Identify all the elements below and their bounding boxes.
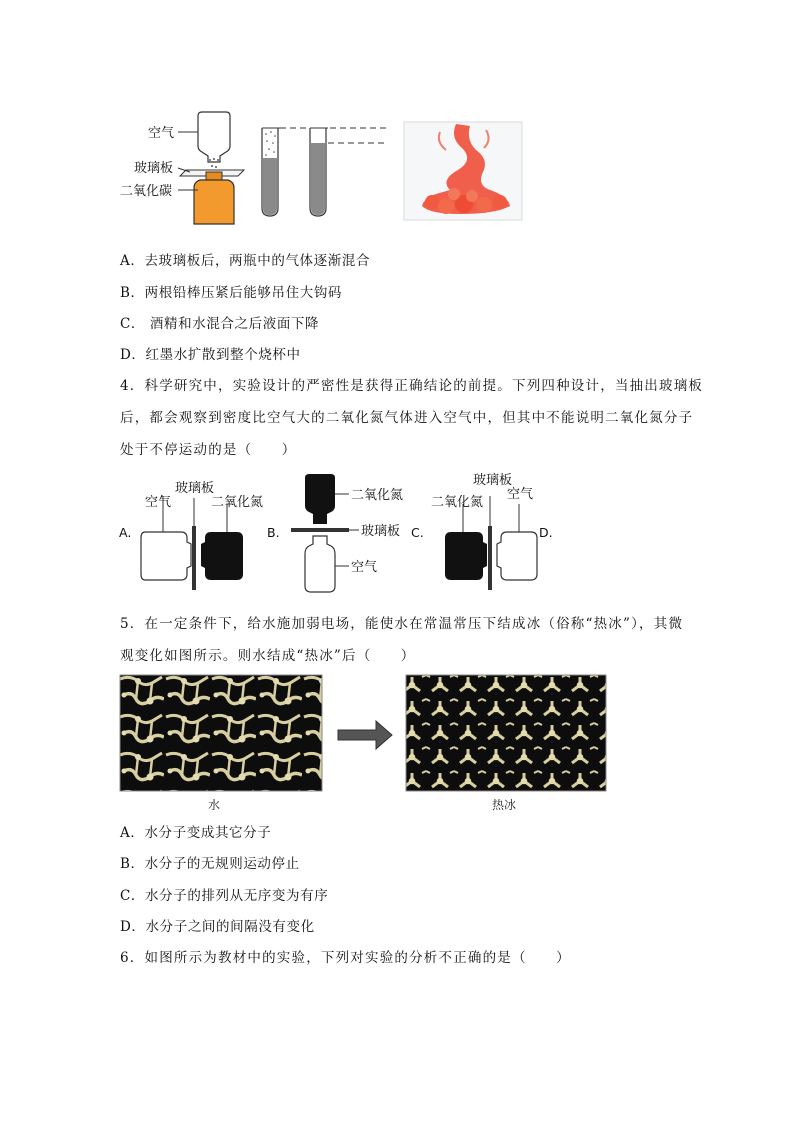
no2-diffusion-figure (115, 470, 555, 595)
label-air: 空气 (148, 126, 175, 141)
q3-option-a: A．去玻璃板后，两瓶中的气体逐渐混合 (120, 253, 371, 269)
option-a-apparatus (141, 496, 243, 590)
test-tube-2 (310, 128, 328, 216)
q4-option-c-label: C. (411, 525, 424, 540)
q4-c-air: 空气 (507, 487, 534, 502)
arrow-icon (338, 721, 392, 749)
q4-b-air: 空气 (351, 560, 378, 575)
q4-option-a-label: A. (119, 525, 132, 540)
q5-option-b: B．水分子的无规则运动停止 (120, 856, 300, 872)
q4-stem-line-2: 后，都会观察到密度比空气大的二氧化氮气体进入空气中，但其中不能说明二氧化氮分子 (120, 410, 694, 426)
caption-water: 水 (208, 798, 221, 812)
hot-ice-figure (118, 673, 610, 815)
q5-option-c: C．水分子的排列从无序变为有序 (120, 888, 329, 904)
q4-c-no2: 二氧化氮 (431, 495, 484, 510)
co2-bottle (194, 172, 234, 224)
caption-hot-ice: 热冰 (492, 798, 517, 812)
diffusion-figure (120, 110, 540, 225)
test-tube-1 (262, 128, 280, 216)
air-bottle (198, 112, 230, 162)
water-molecule-image (120, 675, 322, 791)
q5-option-a: A．水分子变成其它分子 (120, 825, 272, 841)
q4-option-d-label: D. (539, 525, 553, 540)
label-glass-plate: 玻璃板 (134, 161, 174, 176)
option-c-apparatus (445, 496, 537, 590)
q4-option-b-label: B. (267, 525, 280, 540)
hot-ice-molecule-image (406, 675, 606, 791)
q4-stem-line-3: 处于不停运动的是（ ） (120, 442, 297, 458)
q3-option-c: C． 酒精和水混合之后液面下降 (120, 316, 320, 332)
q5-stem-line-2: 观变化如图所示。则水结成“热冰”后（ ） (120, 648, 416, 664)
q4-b-no2: 二氧化氮 (351, 488, 404, 503)
label-co2: 二氧化碳 (120, 184, 173, 199)
q4-b-glass: 玻璃板 (361, 524, 401, 539)
option-b-apparatus (291, 474, 359, 592)
q4-c-glass: 玻璃板 (473, 473, 513, 488)
q4-a-no2: 二氧化氮 (211, 495, 264, 510)
q4-a-glass: 玻璃板 (175, 481, 215, 496)
q3-option-b: B．两根铅棒压紧后能够吊住大钩码 (120, 285, 343, 301)
q3-option-d: D．红墨水扩散到整个烧杯中 (120, 347, 301, 363)
q4-a-air: 空气 (145, 495, 172, 510)
q5-stem-line-1: 5．在一定条件下，给水施加弱电场，能使水在常温常压下结成冰（俗称“热冰”），其微 (120, 616, 684, 632)
q4-stem-line-1: 4．科学研究中，实验设计的严密性是获得正确结论的前提。下列四种设计，当抽出玻璃板 (120, 378, 704, 394)
q6-stem: 6．如图所示为教材中的实验，下列对实验的分析不正确的是（ ） (120, 950, 571, 966)
red-ink-beaker (404, 122, 522, 220)
q5-option-d: D．水分子之间的间隔没有变化 (120, 919, 315, 935)
